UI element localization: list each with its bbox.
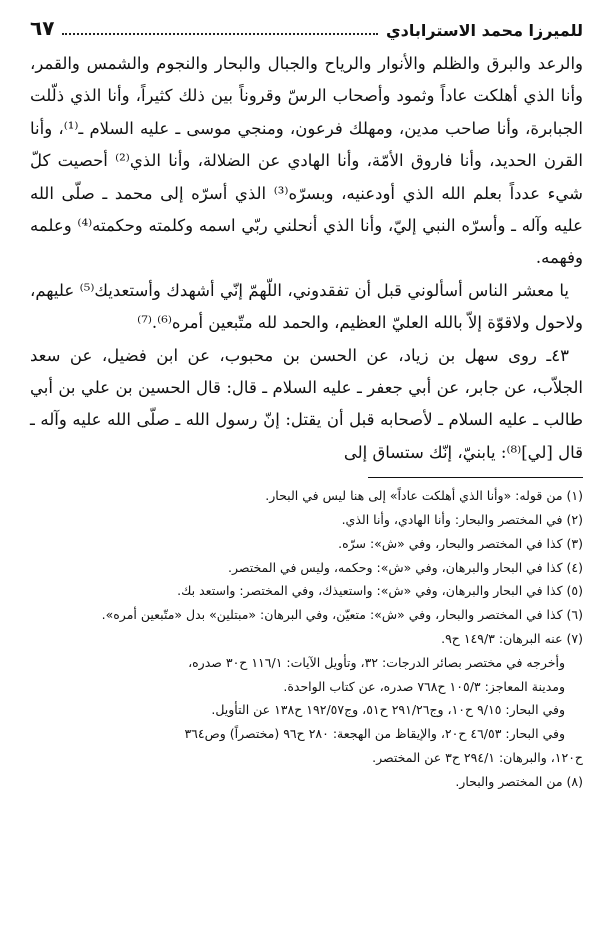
footnote-7: (٧) عنه البرهان: ١٤٩/٣ ح٩. [441, 631, 583, 647]
header-leader-dots [62, 33, 378, 35]
footnote-7-line-b: ومدينة المعاجز: ١٠٥/٣ ح٧٦٨ صدره، عن كتاب الواحدة. [283, 678, 565, 694]
footnote-7-line-e: ح١٢٠، والبرهان: ٢٩٤/١ ح٣ عن المختصر. [372, 750, 583, 766]
footnote-separator [368, 477, 583, 478]
page-number: ٦٧ [30, 16, 55, 40]
main-text [30, 48, 583, 469]
footnotes [30, 484, 583, 793]
paragraph-1: والرعد والبرق والظلم والأنوار والرياح والجبال والبحار والنجوم والشمس والقمر، وأنا الذي أهلكت عاداً وثمود وأصحاب الرسّ وقروناً بين ذلك كثيراً، وأنا الذي ذلّلت الجبابرة، وأنا صاحب مدين، ومهلك فرعون، ومنجي موسى ـ عليه السلام ـ⁽¹⁾، وأنا القرن الحديد، وأنا فاروق الأمّة، وأنا الهادي عن الضلالة، وأنا الذي⁽²⁾ أحصيت كلّ شيء عدداً بعلم الله الذي أودعنيه، وبسرّه⁽³⁾ الذي أسرّه إلى محمد ـ صلّى الله عليه وآله ـ وأسرّه النبي إليّ، وأنا الذي أنحلني ربّي اسمه وكلمته وحكمته⁽⁴⁾ وعلمه وفهمه. [30, 54, 584, 268]
footnote-1: (١) من قوله: «وأنا الذي أهلكت عاداً» إلى هنا ليس في البحار. [265, 488, 583, 504]
page-header [30, 12, 583, 40]
footnote-7-line-d: وفي البحار: ٤٦/٥٣ ح٢٠، والإيقاظ من الهجعة: ٢٨٠ ح٩٦ (مختصراً) وص٣٦٤ [184, 726, 565, 742]
footnote-5: (٥) كذا في البحار والبرهان، وفي «ش»: واستعيذك، وفي المختصر: واستعد بك. [177, 583, 583, 599]
footnote-7-line-a: وأخرجه في مختصر بصائر الدرجات: ٣٢، وتأويل الآيات: ١١٦/١ ح٣٠ صدره، [188, 654, 565, 670]
footnote-6: (٦) كذا في المختصر والبحار، وفي «ش»: متعيّن، وفي البرهان: «مبتلين» بدل «متّبعين أمره». [101, 607, 583, 623]
footnote-8: (٨) من المختصر والبحار. [455, 773, 583, 789]
paragraph-3: ٤٣ـ روى سهل بن زياد، عن الحسن بن محبوب، عن ابن فضيل، عن سعد الجلاّب، عن جابر، عن أبي جعفر ـ عليه السلام ـ قال: قال الحسين بن علي بن أبي طالب ـ عليه السلام ـ لأصحابه قبل أن يقتل: إنّ رسول الله ـ صلّى الله عليه وآله ـ قال [لي]⁽⁸⁾: يابنيّ، إنّك ستساق إلى [30, 345, 583, 462]
footnote-2: (٢) في المختصر والبحار: وأنا الهادي، وأنا الذي. [341, 512, 583, 528]
footnote-4: (٤) كذا في البحار والبرهان، وفي «ش»: وحكمه، وليس في المختصر. [228, 559, 583, 575]
running-title: للميرزا محمد الاسترابادي [386, 21, 583, 40]
paragraph-2: يا معشر الناس أسألوني قبل أن تفقدوني، اللّهمّ إنّي أشهدك وأستعديك⁽⁵⁾ عليهم، ولاحول ولاقوّة إلاّ بالله العليّ العظيم، والحمد لله متّبعين أمره⁽⁶⁾.⁽⁷⁾ [30, 280, 583, 333]
footnote-7-line-c: وفي البحار: ٩/١٥ ح١٠، وج٢٩١/٢٦ ح٥١، وج١٩٢/٥٧ ح١٣٨ عن التأويل. [211, 702, 565, 718]
footnote-3: (٣) كذا في المختصر والبحار، وفي «ش»: سرّه. [338, 535, 583, 551]
